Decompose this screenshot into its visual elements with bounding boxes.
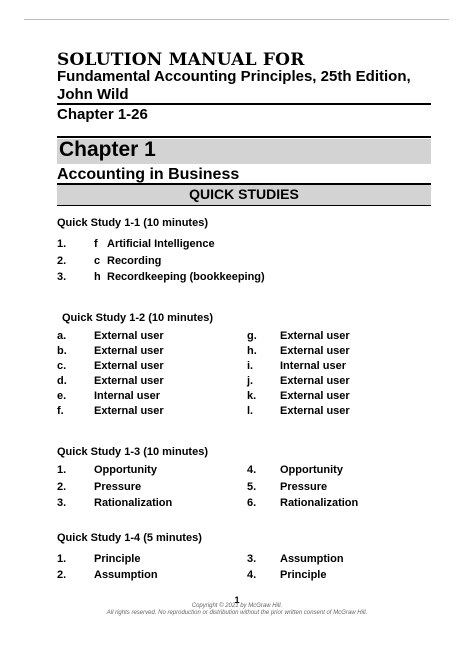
item-label: 3. (247, 553, 257, 565)
qs1-heading: Quick Study 1-1 (10 minutes) (57, 217, 208, 229)
item-label: h. (247, 345, 257, 357)
item-label: 4. (247, 464, 257, 476)
item-label: 2. (57, 481, 67, 493)
item-text: Opportunity (94, 464, 157, 476)
item-number: 2. (57, 255, 67, 267)
item-text: External user (280, 330, 350, 342)
item-text: Recordkeeping (bookkeeping) (107, 271, 265, 283)
item-text: External user (94, 405, 164, 417)
rights-notice: All rights reserved. No reproduction or distribution without the prior written consent of McGraw Hill. (106, 610, 368, 616)
item-label: d. (57, 375, 67, 387)
item-label: 1. (57, 464, 67, 476)
item-number: 1. (57, 238, 67, 250)
item-text: External user (94, 375, 164, 387)
manual-title: SOLUTION MANUAL FOR (57, 50, 305, 70)
item-label: k. (247, 390, 257, 402)
item-text: Internal user (280, 360, 347, 372)
item-text: Assumption (280, 553, 344, 565)
section-title: QUICK STUDIES (189, 186, 299, 202)
item-text: External user (280, 345, 350, 357)
item-text: External user (94, 360, 164, 372)
item-label: 1. (57, 553, 67, 565)
chapter-title: Chapter 1 (59, 138, 156, 161)
chapter-subtitle: Accounting in Business (57, 166, 240, 183)
item-label: j. (247, 375, 254, 387)
qs3-heading: Quick Study 1-3 (10 minutes) (57, 446, 208, 458)
item-text: Internal user (94, 390, 161, 402)
item-text: External user (94, 330, 164, 342)
item-label: 4. (247, 569, 257, 581)
book-title (57, 68, 437, 104)
item-label: e. (57, 390, 67, 402)
item-label: i. (247, 360, 254, 372)
item-label: a. (57, 330, 67, 342)
item-text: Principle (280, 569, 327, 581)
item-text: External user (280, 390, 350, 402)
book-title-line1: Fundamental Accounting Principles, 25th Edition, (57, 68, 411, 85)
item-text: Recording (107, 255, 162, 267)
item-label: f. (57, 405, 64, 417)
item-letter: h (94, 271, 101, 283)
qs4-heading: Quick Study 1-4 (5 minutes) (57, 532, 202, 544)
item-text: Rationalization (94, 497, 173, 509)
item-letter: f (94, 238, 98, 250)
item-text: Artificial Intelligence (107, 238, 215, 250)
item-text: External user (94, 345, 164, 357)
item-label: c. (57, 360, 67, 372)
item-text: Pressure (94, 481, 142, 493)
divider (57, 205, 431, 206)
item-text: Opportunity (280, 464, 343, 476)
book-title-line2: John Wild (57, 86, 129, 103)
chapter-range: Chapter 1-26 (57, 106, 148, 123)
item-text: Pressure (280, 481, 328, 493)
item-text: Rationalization (280, 497, 359, 509)
top-divider (24, 19, 449, 20)
item-letter: c (94, 255, 101, 267)
item-label: b. (57, 345, 67, 357)
item-text: External user (280, 375, 350, 387)
divider (57, 103, 431, 105)
item-number: 3. (57, 271, 67, 283)
chapter-heading-box (57, 139, 431, 164)
item-text: External user (280, 405, 350, 417)
item-label: l. (247, 405, 254, 417)
qs2-heading: Quick Study 1-2 (10 minutes) (62, 312, 213, 324)
item-label: 5. (247, 481, 257, 493)
copyright-notice: Copyright © 2021 by McGraw Hill. (191, 603, 283, 609)
item-text: Principle (94, 553, 141, 565)
item-label: g. (247, 330, 257, 342)
page-number: 1 (234, 595, 240, 605)
item-label: 2. (57, 569, 67, 581)
item-text: Assumption (94, 569, 158, 581)
item-label: 3. (57, 497, 67, 509)
item-label: 6. (247, 497, 257, 509)
section-heading-box (57, 185, 431, 205)
